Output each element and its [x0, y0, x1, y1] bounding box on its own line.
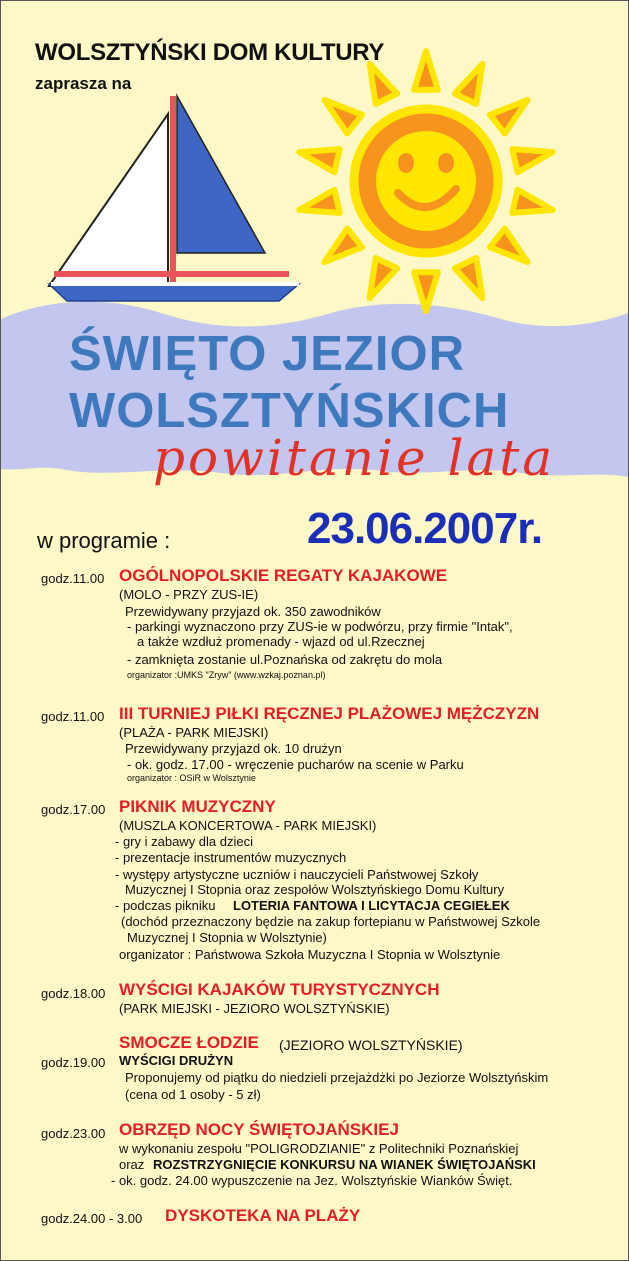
sun-face: [376, 131, 476, 231]
event-title: III TURNIEJ PIŁKI RĘCZNEJ PLAŻOWEJ MĘŻCZYZN: [119, 704, 540, 723]
sun-ray: [324, 229, 362, 263]
sun-ray: [455, 64, 483, 104]
sun-ray: [490, 229, 528, 263]
sun-eye: [438, 153, 454, 173]
event-title: WYŚCIGI KAJAKÓW TURYSTYCZNYCH: [119, 980, 440, 999]
event-detail: - parkingi wyznaczono przy ZUS-ie w podwórzu, przy firmie "Intak",: [127, 619, 513, 634]
event-detail: - zamknięta zostanie ul.Poznańska od zakrętu do mola: [127, 652, 443, 667]
event-time: godz.18.00: [41, 986, 106, 1001]
event-detail: Przewidywany przyjazd ok. 10 drużyn: [125, 741, 342, 756]
event-title: SMOCZE ŁODZIE: [119, 1033, 259, 1052]
event-place: (MUSZLA KONCERTOWA - PARK MIEJSKI): [119, 818, 377, 833]
sun-ray: [370, 64, 398, 104]
sun-ray: [370, 258, 398, 298]
organizer-title: WOLSZTYŃSKI DOM KULTURY: [35, 39, 385, 66]
event-detail: Proponujemy od piątku do niedzieli przejażdżki po Jeziorze Wolsztyńskim: [125, 1070, 549, 1085]
event-time: godz.17.00: [41, 802, 106, 817]
event-time: godz.24.00 - 3.00: [41, 1211, 143, 1226]
event-title: OGÓLNOPOLSKIE REGATY KAJAKOWE: [119, 566, 448, 585]
event-subtitle: WYŚCIGI DRUŻYN: [119, 1053, 234, 1068]
sun-eye: [398, 153, 414, 173]
event-detail: Muzycznej I Stopnia oraz zespołów Wolsztyńskiego Domu Kultury: [125, 882, 505, 897]
sun-ray: [299, 149, 339, 172]
sun-ray: [324, 100, 362, 134]
festival-subtitle: powitanie lata: [153, 429, 556, 487]
invites-text: zaprasza na: [35, 74, 132, 93]
event-time: godz.19.00: [41, 1055, 106, 1070]
event-detail: Muzycznej I Stopnia w Wolsztynie): [127, 930, 327, 945]
event-place: (PARK MIEJSKI - JEZIORO WOLSZTYŃSKIE): [119, 1001, 390, 1016]
event-detail: - prezentacje instrumentów muzycznych: [115, 850, 347, 865]
sun-ray: [512, 149, 552, 172]
event-place: (JEZIORO WOLSZTYŃSKIE): [279, 1037, 463, 1053]
event-highlight: LOTERIA FANTOWA I LICYTACJA CEGIEŁEK: [233, 898, 510, 913]
event-title: PIKNIK MUZYCZNY: [119, 797, 276, 816]
event-time: godz.23.00: [41, 1126, 106, 1141]
event-place: (PLAŻA - PARK MIEJSKI): [119, 725, 269, 740]
event-detail: - podczas pikniku: [115, 898, 216, 913]
event-title: DYSKOTEKA NA PLAŻY: [165, 1206, 361, 1225]
event-detail: a także wzdłuż promenady - wjazd od ul.Rzecznej: [137, 634, 425, 649]
sun-ray: [455, 258, 483, 298]
event-detail: w wykonaniu zespołu "POLIGRODZIANIE" z Politechniki Poznańskiej: [119, 1141, 519, 1156]
sun-illustration: [299, 51, 552, 311]
event-title: OBRZĘD NOCY ŚWIĘTOJAŃSKIEJ: [119, 1120, 399, 1139]
sun-ray: [490, 100, 528, 134]
event-detail: - ok. godz. 17.00 - wręczenie pucharów na scenie w Parku: [127, 757, 464, 772]
event-detail: - gry i zabawy dla dzieci: [115, 834, 253, 849]
event-organizer-note: organizator : Państwowa Szkoła Muzyczna I Stopnia w Wolsztynie: [119, 947, 501, 962]
event-organizer-note: organizator :UMKS "Zryw" (www.wzkaj.poznan.pl): [127, 670, 326, 680]
sun-ray: [512, 190, 552, 213]
sailboat-illustration: [49, 96, 299, 301]
event-time: godz.11.00: [41, 709, 105, 724]
festival-title-line1: ŚWIĘTO JEZIOR: [69, 327, 465, 381]
event-date: 23.06.2007r.: [307, 504, 543, 553]
festival-title-line2: WOLSZTYŃSKICH: [69, 384, 510, 438]
event-detail: oraz: [119, 1157, 145, 1172]
event-organizer-note: organizator : OSiR w Wolsztynie: [127, 773, 256, 783]
event-detail: - występy artystyczne uczniów i nauczycieli Państwowej Szkoły: [115, 867, 479, 882]
program-label: w programie :: [37, 528, 171, 553]
event-highlight: ROZSTRZYGNIĘCIE KONKURSU NA WIANEK ŚWIĘTOJAŃSKI: [153, 1157, 536, 1172]
sun-ray: [414, 51, 438, 90]
event-time: godz.11.00: [41, 571, 105, 586]
event-detail: - ok. godz. 24.00 wypuszczenie na Jez. Wolsztyńskie Wianków Święt.: [111, 1173, 513, 1188]
event-detail: (dochód przeznaczony będzie na zakup fortepianu w Państwowej Szkole: [121, 914, 541, 929]
event-detail: Przewidywany przyjazd ok. 350 zawodników: [125, 604, 381, 619]
event-place: (MOLO - PRZY ZUS-IE): [119, 587, 259, 602]
event-detail: (cena od 1 osoby - 5 zł): [125, 1087, 261, 1102]
sun-ray: [299, 190, 339, 213]
